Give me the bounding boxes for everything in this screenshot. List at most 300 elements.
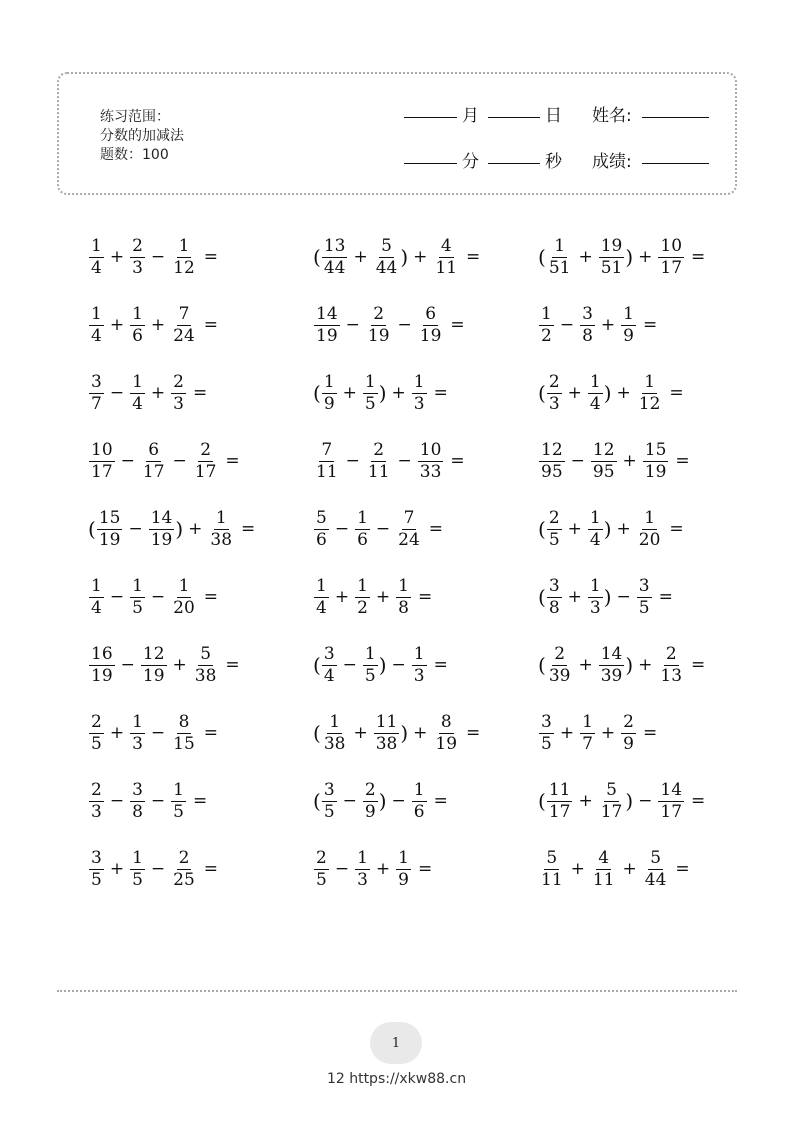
fraction	[314, 303, 340, 346]
plus-operator: +	[638, 247, 653, 267]
denominator: 95	[592, 461, 615, 482]
denominator: 2	[357, 597, 368, 618]
score-blank[interactable]	[642, 163, 709, 164]
fraction	[433, 711, 459, 754]
plus-operator: +	[622, 859, 637, 879]
equals-sign: =	[433, 383, 448, 403]
plus-operator: +	[109, 723, 125, 743]
minus-operator: −	[397, 315, 412, 335]
equals-sign: =	[466, 247, 481, 267]
denominator: 17	[660, 257, 683, 278]
problem	[88, 572, 218, 622]
open-paren: (	[538, 245, 546, 269]
denominator: 33	[419, 461, 442, 482]
problem	[313, 368, 448, 418]
fraction	[363, 643, 378, 686]
denominator: 5	[548, 529, 560, 550]
plus-operator: +	[567, 519, 582, 539]
denominator: 9	[623, 733, 634, 754]
name-label: 姓名:	[592, 106, 632, 126]
denominator: 3	[413, 665, 425, 686]
numerator: 2	[548, 507, 560, 528]
equals-sign: =	[225, 655, 240, 675]
minus-operator: −	[391, 655, 406, 675]
numerator: 14	[660, 779, 683, 800]
denominator: 11	[367, 461, 390, 482]
minus-operator: −	[345, 451, 360, 471]
numerator: 15	[98, 507, 121, 528]
equals-sign: =	[203, 859, 219, 879]
equals-sign: =	[669, 519, 684, 539]
minus-operator: −	[570, 451, 585, 471]
numerator: 3	[132, 779, 143, 800]
problem	[538, 640, 705, 690]
minus-operator: −	[559, 315, 575, 335]
problem	[538, 504, 684, 554]
fraction	[621, 303, 636, 346]
numerator: 2	[91, 779, 102, 800]
problem	[313, 640, 448, 690]
numerator: 1	[357, 507, 368, 528]
equals-sign: =	[241, 519, 256, 539]
numerator: 1	[398, 847, 409, 868]
fraction	[599, 779, 625, 822]
denominator: 3	[91, 801, 102, 822]
minus-operator: −	[150, 723, 166, 743]
fraction	[89, 779, 104, 822]
denominator: 11	[316, 461, 338, 482]
close-paren: )	[378, 653, 387, 677]
fraction	[599, 235, 625, 278]
denominator: 4	[91, 597, 102, 618]
minus-operator: −	[345, 315, 360, 335]
fraction	[539, 439, 565, 482]
fraction	[658, 235, 684, 278]
minus-operator: −	[109, 383, 125, 403]
denominator: 17	[91, 461, 113, 482]
denominator: 5	[132, 597, 143, 618]
denominator: 25	[173, 869, 195, 890]
fraction	[658, 643, 684, 686]
fraction	[621, 711, 636, 754]
plus-operator: +	[413, 247, 428, 267]
equals-sign: =	[642, 315, 658, 335]
plus-operator: +	[616, 383, 631, 403]
fraction	[314, 439, 340, 482]
month-blank[interactable]	[404, 117, 457, 118]
fraction	[539, 303, 554, 346]
open-paren: (	[538, 381, 546, 405]
equals-sign: =	[203, 723, 219, 743]
fraction	[547, 779, 573, 822]
close-paren: )	[400, 721, 409, 745]
score-label: 成绩:	[592, 152, 632, 172]
fraction	[171, 235, 197, 278]
fraction	[355, 847, 370, 890]
denominator: 11	[435, 257, 458, 278]
plus-operator: +	[600, 723, 616, 743]
second-label: 秒	[545, 152, 562, 172]
equals-sign: =	[691, 791, 706, 811]
fraction	[314, 847, 329, 890]
numerator: 14	[316, 303, 338, 324]
denominator: 39	[548, 665, 571, 686]
equals-sign: =	[417, 859, 433, 879]
denominator: 5	[91, 733, 102, 754]
minus-operator: −	[109, 791, 125, 811]
denominator: 3	[132, 257, 143, 278]
second-blank[interactable]	[488, 163, 540, 164]
fraction	[322, 711, 348, 754]
minus-operator: −	[638, 791, 653, 811]
numerator: 3	[323, 779, 335, 800]
numerator: 2	[132, 235, 143, 256]
denominator: 6	[316, 529, 327, 550]
numerator: 3	[638, 575, 650, 596]
fraction	[314, 575, 329, 618]
numerator: 3	[548, 575, 560, 596]
numerator: 10	[660, 235, 683, 256]
numerator: 5	[546, 847, 558, 868]
problem	[538, 300, 657, 350]
range-value: 分数的加减法	[100, 128, 184, 144]
minus-operator: −	[342, 655, 357, 675]
fraction	[171, 779, 186, 822]
fraction	[130, 711, 145, 754]
equals-sign: =	[417, 587, 433, 607]
equals-sign: =	[691, 655, 706, 675]
open-paren: (	[313, 245, 321, 269]
numerator: 1	[91, 235, 102, 256]
numerator: 11	[548, 779, 571, 800]
numerator: 3	[582, 303, 593, 324]
problem	[88, 368, 207, 418]
close-paren: )	[400, 245, 409, 269]
numerator: 1	[413, 779, 425, 800]
numerator: 1	[132, 371, 143, 392]
denominator: 4	[323, 665, 335, 686]
fraction	[539, 711, 554, 754]
numerator: 1	[91, 303, 102, 324]
denominator: 95	[541, 461, 563, 482]
fraction	[591, 439, 617, 482]
fraction	[396, 507, 422, 550]
numerator: 5	[606, 779, 617, 800]
fraction	[208, 507, 234, 550]
denominator: 38	[375, 733, 398, 754]
equals-sign: =	[433, 655, 448, 675]
minus-operator: −	[109, 587, 125, 607]
practice-info	[100, 108, 184, 165]
denominator: 5	[173, 801, 184, 822]
denominator: 4	[91, 257, 102, 278]
fraction	[412, 371, 427, 414]
fraction	[637, 507, 663, 550]
equals-sign: =	[225, 451, 240, 471]
fraction	[141, 643, 167, 686]
denominator: 9	[398, 869, 409, 890]
numerator: 13	[323, 235, 346, 256]
denominator: 19	[150, 529, 173, 550]
fraction	[89, 643, 115, 686]
fraction	[643, 847, 669, 890]
denominator: 24	[398, 529, 420, 550]
site-url: 12 https://xkw88.cn	[326, 1071, 467, 1087]
minus-operator: −	[334, 519, 350, 539]
denominator: 3	[413, 393, 425, 414]
problem	[538, 436, 690, 486]
numerator: 2	[173, 371, 184, 392]
close-paren: )	[175, 517, 184, 541]
fraction	[363, 371, 378, 414]
denominator: 4	[589, 393, 601, 414]
denominator: 9	[364, 801, 376, 822]
numerator: 1	[316, 575, 327, 596]
fraction	[547, 575, 562, 618]
denominator: 4	[316, 597, 327, 618]
open-paren: (	[313, 653, 321, 677]
problem	[538, 776, 705, 826]
page-number: 1	[391, 1035, 401, 1051]
denominator: 19	[435, 733, 458, 754]
fraction	[374, 235, 400, 278]
plus-operator: +	[353, 723, 368, 743]
numerator: 2	[178, 847, 190, 868]
equals-sign: =	[192, 791, 208, 811]
denominator: 5	[541, 733, 552, 754]
denominator: 11	[541, 869, 563, 890]
numerator: 1	[589, 371, 601, 392]
denominator: 19	[419, 325, 442, 346]
denominator: 17	[194, 461, 217, 482]
fraction	[363, 779, 378, 822]
plus-operator: +	[334, 587, 350, 607]
plus-operator: +	[570, 859, 585, 879]
plus-operator: +	[342, 383, 357, 403]
denominator: 51	[548, 257, 571, 278]
numerator: 1	[541, 303, 552, 324]
numerator: 4	[440, 235, 452, 256]
problem	[538, 708, 657, 758]
denominator: 5	[316, 869, 327, 890]
close-paren: )	[625, 245, 634, 269]
close-paren: )	[625, 653, 634, 677]
day-blank[interactable]	[488, 117, 540, 118]
problem-count: 题数：100	[100, 147, 169, 163]
fraction	[89, 847, 104, 890]
denominator: 7	[582, 733, 593, 754]
plus-operator: +	[375, 859, 391, 879]
numerator: 6	[148, 439, 160, 460]
footer-divider	[57, 990, 737, 992]
fraction	[418, 439, 444, 482]
minus-operator: −	[375, 519, 391, 539]
problem	[538, 572, 673, 622]
denominator: 13	[660, 665, 683, 686]
plus-operator: +	[638, 655, 653, 675]
fraction	[366, 303, 392, 346]
numerator: 2	[200, 439, 212, 460]
open-paren: (	[538, 517, 546, 541]
range-label: 练习范围：	[100, 109, 170, 125]
denominator: 24	[173, 325, 195, 346]
fraction	[314, 507, 329, 550]
numerator: 12	[142, 643, 165, 664]
equals-sign: =	[466, 723, 481, 743]
minus-operator: −	[391, 791, 406, 811]
fraction	[547, 507, 562, 550]
fraction	[599, 643, 625, 686]
denominator: 9	[623, 325, 634, 346]
denominator: 5	[323, 801, 335, 822]
numerator: 2	[554, 643, 566, 664]
problem	[88, 436, 240, 486]
problem	[538, 844, 690, 894]
denominator: 3	[357, 869, 368, 890]
denominator: 8	[132, 801, 143, 822]
numerator: 1	[132, 711, 143, 732]
plus-operator: +	[616, 519, 631, 539]
minus-operator: −	[397, 451, 412, 471]
fraction	[89, 575, 104, 618]
open-paren: (	[88, 517, 96, 541]
plus-operator: +	[172, 655, 187, 675]
denominator: 7	[91, 393, 102, 414]
fraction	[193, 439, 219, 482]
problem	[88, 504, 255, 554]
problem	[88, 844, 218, 894]
numerator: 3	[91, 847, 102, 868]
denominator: 17	[548, 801, 571, 822]
numerator: 1	[623, 303, 634, 324]
denominator: 19	[644, 461, 667, 482]
numerator: 14	[600, 643, 623, 664]
denominator: 17	[142, 461, 165, 482]
equals-sign: =	[428, 519, 444, 539]
problem	[538, 232, 705, 282]
denominator: 6	[357, 529, 368, 550]
denominator: 8	[548, 597, 560, 618]
numerator: 7	[403, 507, 415, 528]
numerator: 1	[357, 575, 368, 596]
fraction	[658, 779, 684, 822]
numerator: 1	[554, 235, 566, 256]
numerator: 2	[373, 303, 385, 324]
minus-operator: −	[150, 587, 166, 607]
fraction	[171, 371, 186, 414]
denominator: 6	[413, 801, 425, 822]
plus-operator: +	[391, 383, 406, 403]
numerator: 1	[413, 643, 425, 664]
numerator: 1	[364, 643, 376, 664]
equals-sign: =	[433, 791, 448, 811]
denominator: 3	[173, 393, 184, 414]
fraction	[412, 643, 427, 686]
numerator: 10	[419, 439, 442, 460]
fraction	[366, 439, 392, 482]
fraction	[322, 235, 348, 278]
plus-operator: +	[578, 655, 593, 675]
numerator: 15	[644, 439, 667, 460]
minus-operator: −	[172, 451, 187, 471]
denominator: 19	[98, 529, 121, 550]
plus-operator: +	[559, 723, 575, 743]
equals-sign: =	[669, 383, 684, 403]
denominator: 12	[638, 393, 661, 414]
minus-operator: −	[120, 655, 135, 675]
plus-operator: +	[600, 315, 616, 335]
fraction	[322, 371, 337, 414]
numerator: 1	[178, 575, 190, 596]
close-paren: )	[603, 381, 612, 405]
problem	[313, 300, 465, 350]
numerator: 12	[541, 439, 563, 460]
equals-sign: =	[658, 587, 673, 607]
fraction	[637, 575, 652, 618]
fraction	[89, 439, 115, 482]
denominator: 3	[589, 597, 601, 618]
numerator: 2	[316, 847, 327, 868]
fraction	[322, 643, 337, 686]
minute-blank[interactable]	[404, 163, 457, 164]
plus-operator: +	[150, 383, 166, 403]
numerator: 1	[644, 371, 656, 392]
numerator: 10	[91, 439, 113, 460]
denominator: 44	[323, 257, 346, 278]
equals-sign: =	[691, 247, 706, 267]
fraction	[130, 779, 145, 822]
problem	[88, 640, 240, 690]
numerator: 1	[413, 371, 425, 392]
problem	[88, 300, 218, 350]
denominator: 5	[132, 869, 143, 890]
fraction	[412, 779, 427, 822]
denominator: 4	[132, 393, 143, 414]
fraction	[588, 371, 603, 414]
problem	[313, 232, 480, 282]
numerator: 2	[364, 779, 376, 800]
fraction	[130, 575, 145, 618]
numerator: 12	[592, 439, 615, 460]
open-paren: (	[313, 381, 321, 405]
close-paren: )	[378, 789, 387, 813]
plus-operator: +	[578, 791, 593, 811]
fraction	[130, 371, 145, 414]
problem	[313, 572, 432, 622]
numerator: 1	[364, 371, 376, 392]
open-paren: (	[313, 721, 321, 745]
numerator: 2	[548, 371, 560, 392]
denominator: 6	[132, 325, 143, 346]
fraction	[89, 235, 104, 278]
equals-sign: =	[675, 451, 690, 471]
denominator: 5	[364, 393, 376, 414]
close-paren: )	[603, 585, 612, 609]
numerator: 5	[650, 847, 662, 868]
denominator: 19	[91, 665, 113, 686]
denominator: 11	[592, 869, 615, 890]
numerator: 3	[91, 371, 102, 392]
name-blank[interactable]	[642, 117, 709, 118]
numerator: 8	[178, 711, 190, 732]
denominator: 38	[323, 733, 346, 754]
problem	[313, 504, 443, 554]
denominator: 51	[600, 257, 623, 278]
fraction	[588, 575, 603, 618]
fraction	[588, 507, 603, 550]
fraction	[130, 235, 145, 278]
plus-operator: +	[353, 247, 368, 267]
